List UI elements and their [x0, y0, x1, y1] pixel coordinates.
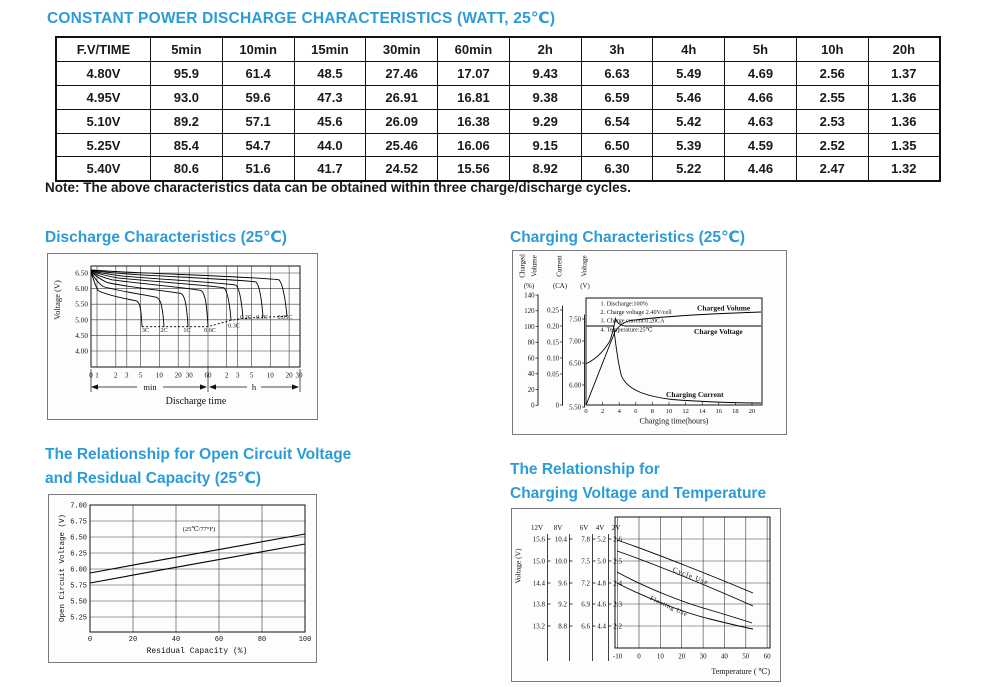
floating-use-label: Floating Use — [648, 594, 689, 619]
table-cell: 6.54 — [581, 109, 653, 133]
y-tick-label: 6.25 — [70, 550, 87, 559]
x-tick-label: -10 — [612, 652, 623, 661]
y-tick-label: 7.00 — [70, 502, 87, 511]
y-tick-label: 60 — [527, 355, 535, 363]
table-cell: 6.30 — [581, 157, 653, 181]
table-cell: 4.59 — [725, 133, 797, 157]
table-row — [56, 61, 940, 85]
row-header-cell: 5.10V — [56, 109, 151, 133]
row-header-cell: 5.40V — [56, 157, 151, 181]
x-unit-h-label: h — [251, 382, 257, 392]
y-axis-title: Voltage (V) — [52, 280, 62, 320]
scale-tick-label: 5.2 — [597, 535, 606, 544]
y-tick-label: 4.50 — [75, 330, 88, 340]
table-cell: 4.69 — [725, 61, 797, 85]
table-cell: 4.66 — [725, 85, 797, 109]
y-tick-label: 120 — [524, 308, 535, 316]
table-cell: 1.36 — [868, 109, 940, 133]
x-tick-label: 18 — [732, 408, 739, 415]
table-cell: 2.56 — [796, 61, 868, 85]
page-title: CONSTANT POWER DISCHARGE CHARACTERISTICS (WATT, 25℃) — [47, 10, 556, 27]
x-axis-title: Residual Capacity (%) — [146, 647, 248, 656]
x-unit-min-label: min — [143, 382, 157, 392]
table-note: Note: The above characteristics data can be obtained within three charge/discharge cycles. — [45, 180, 631, 195]
table-cell: 27.46 — [366, 61, 438, 85]
table-cell: 57.1 — [222, 109, 294, 133]
y-tick-label: 6.75 — [70, 518, 87, 527]
x-tick-label: 0 — [637, 652, 641, 661]
table-header-cell: 3h — [581, 37, 653, 61]
axis-name: Charged — [518, 254, 527, 278]
scale-tick-label: 10.0 — [554, 557, 567, 566]
scale-tick-label: 2.3 — [613, 600, 622, 609]
scale-tick-label: 13.2 — [532, 622, 545, 631]
x-tick-label: 1 — [95, 371, 99, 380]
table-cell: 6.63 — [581, 61, 653, 85]
axis-unit: (V) — [580, 283, 590, 290]
table-cell: 80.6 — [151, 157, 223, 181]
table-cell: 59.6 — [222, 85, 294, 109]
table-cell: 9.38 — [509, 85, 581, 109]
table-cell: 2.47 — [796, 157, 868, 181]
y-tick-label: 0.10 — [547, 355, 559, 363]
table-header-cell: 5min — [151, 37, 223, 61]
x-tick-label: 0 — [87, 636, 93, 644]
condition-note: 2. Charge voltage 2.40V/cell — [600, 309, 672, 317]
table-header-cell: 30min — [366, 37, 438, 61]
axis-name: Volume — [530, 255, 539, 277]
y-tick-label: 0.05 — [547, 371, 559, 379]
chart-frame — [512, 509, 781, 682]
cvt-chart-title-line1: The Relationship for — [510, 461, 660, 478]
table-cell: 1.37 — [868, 61, 940, 85]
y-tick-label: 20 — [527, 387, 535, 394]
axis-unit: (CA) — [553, 283, 567, 290]
scale-header: 2V — [611, 524, 621, 532]
scale-tick-label: 10.4 — [554, 535, 567, 544]
table-cell: 6.50 — [581, 133, 653, 157]
table-cell: 6.59 — [581, 85, 653, 109]
y-tick-label: 6.00 — [569, 382, 581, 390]
x-tick-label: 0 — [584, 408, 588, 415]
x-tick-label: 10 — [155, 371, 163, 380]
x-tick-label: 60 — [214, 636, 224, 644]
x-tick-label: 20 — [748, 408, 756, 415]
x-tick-label: 10 — [266, 371, 274, 380]
charging-characteristics-chart — [512, 250, 787, 435]
x-tick-label: 12 — [682, 408, 689, 415]
table-header-cell: 10h — [796, 37, 868, 61]
table-cell: 93.0 — [151, 85, 223, 109]
y-tick-label: 6.00 — [70, 566, 87, 575]
axis-unit: (%) — [523, 283, 535, 290]
table-cell: 5.49 — [653, 61, 725, 85]
x-tick-label: 5 — [249, 371, 254, 380]
y-tick-label: 0.20 — [547, 323, 559, 331]
constant-power-table — [55, 36, 941, 182]
x-axis-title: Charging time(hours) — [639, 416, 709, 426]
scale-header: 8V — [553, 524, 563, 532]
y-tick-label: 6.50 — [569, 360, 581, 368]
x-tick-label: 2 — [600, 408, 605, 415]
table-cell: 8.92 — [509, 157, 581, 181]
x-tick-label: 10 — [656, 652, 664, 661]
table-header-cell: 20h — [868, 37, 940, 61]
table-corner-header: F.V/TIME — [56, 37, 151, 61]
table-cell: 16.06 — [438, 133, 510, 157]
table-cell: 41.7 — [294, 157, 366, 181]
table-cell: 5.46 — [653, 85, 725, 109]
y-tick-label: 5.75 — [70, 582, 87, 591]
table-cell: 9.29 — [509, 109, 581, 133]
table-cell: 5.42 — [653, 109, 725, 133]
scale-tick-label: 9.2 — [558, 600, 567, 609]
charging-current-label: Charging Current — [666, 390, 724, 399]
curve-label: 1C — [183, 327, 191, 334]
axis-name: Current — [555, 255, 564, 277]
scale-tick-label: 9.6 — [558, 579, 567, 588]
x-tick-label: 30 — [699, 652, 707, 661]
table-cell: 45.6 — [294, 109, 366, 133]
charging-chart-title: Charging Characteristics (25℃) — [510, 229, 745, 246]
ocv-chart-title-line2: and Residual Capacity (25℃) — [45, 470, 262, 487]
y-tick-label: 0 — [531, 402, 535, 410]
x-tick-label: 40 — [720, 652, 728, 661]
y-tick-label: 40 — [527, 371, 535, 379]
y-tick-label: 80 — [527, 339, 535, 347]
scale-tick-label: 2.4 — [613, 579, 622, 588]
y-tick-label: 4.00 — [75, 346, 88, 356]
table-cell: 2.53 — [796, 109, 868, 133]
curve-label: 0.3C — [228, 322, 240, 330]
table-cell: 51.6 — [222, 157, 294, 181]
x-tick-label: 20 — [128, 636, 138, 644]
cvt-chart-title-line2: Charging Voltage and Temperature — [510, 485, 767, 502]
x-tick-label: 16 — [715, 408, 723, 415]
x-tick-label: 20 — [285, 371, 293, 380]
table-header-row — [56, 37, 940, 61]
x-tick-label: 30 — [185, 371, 193, 380]
table-header-cell: 4h — [653, 37, 725, 61]
x-tick-label: 40 — [171, 636, 181, 644]
table-cell: 26.09 — [366, 109, 438, 133]
x-tick-label: 60 — [204, 371, 212, 380]
curve-label: 0.2C — [240, 314, 252, 321]
x-tick-label: 100 — [298, 636, 312, 644]
scale-tick-label: 4.6 — [597, 600, 606, 609]
y-tick-label: 5.00 — [75, 315, 88, 325]
y-tick-label: 5.50 — [569, 404, 581, 412]
curve-label: 3C — [141, 327, 150, 334]
table-cell: 95.9 — [151, 61, 223, 85]
y-tick-label: 0 — [555, 402, 559, 410]
x-tick-label: 8 — [650, 408, 655, 415]
table-cell: 89.2 — [151, 109, 223, 133]
scale-header: 12V — [530, 524, 544, 532]
table-cell: 44.0 — [294, 133, 366, 157]
scale-tick-label: 7.5 — [581, 557, 590, 566]
charged-volume-label: Charged Volume — [697, 303, 751, 313]
table-header-cell: 60min — [438, 37, 510, 61]
table-cell: 4.46 — [725, 157, 797, 181]
row-header-cell: 4.80V — [56, 61, 151, 85]
scale-tick-label: 15.0 — [532, 557, 545, 566]
table-cell: 2.52 — [796, 133, 868, 157]
x-tick-label: 2 — [114, 371, 118, 380]
y-tick-label: 5.50 — [75, 299, 88, 309]
table-cell: 5.39 — [653, 133, 725, 157]
scale-tick-label: 2.5 — [613, 557, 622, 566]
x-tick-label: 20 — [678, 652, 686, 661]
table-cell: 15.56 — [438, 157, 510, 181]
y-axis-title: Open Circuit Voltage (V) — [59, 513, 67, 623]
table-header-cell: 5h — [725, 37, 797, 61]
table-row — [56, 85, 940, 109]
x-tick-label: 30 — [295, 371, 303, 380]
y-tick-label: 5.25 — [70, 614, 87, 623]
scale-tick-label: 6.6 — [581, 622, 590, 631]
x-tick-label: 80 — [257, 636, 267, 644]
x-tick-label: 2 — [224, 371, 229, 380]
table-cell: 1.35 — [868, 133, 940, 157]
axis-name: Voltage — [580, 255, 589, 277]
charging-voltage-temperature-chart — [511, 508, 781, 682]
y-tick-label: 0.15 — [547, 339, 559, 347]
y-tick-label: 7.50 — [569, 316, 581, 324]
x-tick-label: 3 — [235, 371, 240, 380]
table-cell: 24.52 — [366, 157, 438, 181]
y-axis-title: Voltage (V) — [513, 548, 523, 584]
y-tick-label: 6.50 — [75, 268, 88, 278]
table-cell: 61.4 — [222, 61, 294, 85]
table-cell: 16.38 — [438, 109, 510, 133]
table-row — [56, 109, 940, 133]
scale-tick-label: 7.8 — [581, 535, 590, 544]
scale-header: 6V — [579, 524, 589, 532]
temperature-annotation: (25℃/77°F) — [182, 526, 216, 533]
x-tick-label: 5 — [138, 371, 143, 380]
x-tick-label: 14 — [698, 408, 706, 415]
table-cell: 9.43 — [509, 61, 581, 85]
x-tick-label: 20 — [174, 371, 182, 380]
table-cell: 2.55 — [796, 85, 868, 109]
y-tick-label: 5.50 — [70, 598, 87, 607]
scale-tick-label: 7.2 — [581, 579, 590, 588]
table-cell: 54.7 — [222, 133, 294, 157]
discharge-characteristics-chart — [47, 253, 318, 420]
table-row — [56, 157, 940, 181]
y-tick-label: 6.50 — [70, 534, 87, 543]
chart-frame — [48, 254, 318, 420]
table-row — [56, 133, 940, 157]
ocv-chart-title-line1: The Relationship for Open Circuit Voltage — [45, 446, 352, 463]
scale-tick-label: 2.6 — [613, 535, 622, 544]
x-tick-label: 0 — [89, 371, 93, 380]
scale-tick-label: 4.4 — [597, 622, 606, 631]
table-cell: 4.63 — [725, 109, 797, 133]
table-header-cell: 10min — [222, 37, 294, 61]
x-tick-label: 6 — [634, 408, 638, 415]
curve-label: 0.1C — [256, 314, 268, 321]
x-tick-label: 50 — [742, 652, 750, 661]
condition-note: 3. Charge current:0.20CA — [600, 317, 665, 325]
table-cell: 26.91 — [366, 85, 438, 109]
row-header-cell: 5.25V — [56, 133, 151, 157]
discharge-chart-title: Discharge Characteristics (25℃) — [45, 229, 287, 246]
table-cell: 1.36 — [868, 85, 940, 109]
x-axis-title: Temperature ( ℃) — [711, 667, 770, 676]
table-header-cell: 15min — [294, 37, 366, 61]
scale-tick-label: 8.8 — [558, 622, 567, 631]
table-cell: 1.32 — [868, 157, 940, 181]
y-tick-label: 7.00 — [569, 338, 581, 346]
curve-label: 0.05C — [277, 314, 293, 321]
y-tick-label: 0.25 — [547, 307, 559, 315]
x-tick-label: 4 — [617, 408, 621, 415]
scale-tick-label: 14.4 — [532, 579, 545, 588]
cycle-use-label: Cycle Use — [671, 565, 710, 587]
scale-tick-label: 4.8 — [597, 579, 606, 588]
table-cell: 85.4 — [151, 133, 223, 157]
scale-tick-label: 5.0 — [597, 557, 606, 566]
x-axis-title: Discharge time — [165, 396, 227, 407]
x-tick-label: 60 — [763, 652, 771, 661]
curve-label: 2C — [160, 327, 168, 334]
condition-note: 4. Temperature:25℃ — [600, 326, 653, 334]
x-tick-label: 10 — [665, 408, 673, 415]
table-cell: 47.3 — [294, 85, 366, 109]
scale-tick-label: 2.2 — [613, 622, 622, 631]
y-tick-label: 140 — [524, 292, 535, 300]
x-tick-label: 3 — [125, 371, 129, 380]
table-cell: 9.15 — [509, 133, 581, 157]
table-cell: 5.22 — [653, 157, 725, 181]
table-cell: 17.07 — [438, 61, 510, 85]
ocv-residual-capacity-chart — [48, 494, 317, 663]
table-cell: 16.81 — [438, 85, 510, 109]
charge-voltage-label: Charge Voltage — [694, 327, 743, 336]
y-tick-label: 6.00 — [75, 284, 88, 294]
scale-tick-label: 13.8 — [532, 600, 545, 609]
table-header-cell: 2h — [509, 37, 581, 61]
scale-tick-label: 6.9 — [581, 600, 590, 609]
condition-note: 1. Discharge:100% — [600, 300, 648, 308]
curve-label: 0.6C — [204, 327, 216, 334]
row-header-cell: 4.95V — [56, 85, 151, 109]
y-tick-label: 100 — [524, 323, 535, 331]
scale-tick-label: 15.6 — [532, 535, 545, 544]
scale-header: 4V — [595, 524, 605, 532]
table-cell: 25.46 — [366, 133, 438, 157]
table-cell: 48.5 — [294, 61, 366, 85]
